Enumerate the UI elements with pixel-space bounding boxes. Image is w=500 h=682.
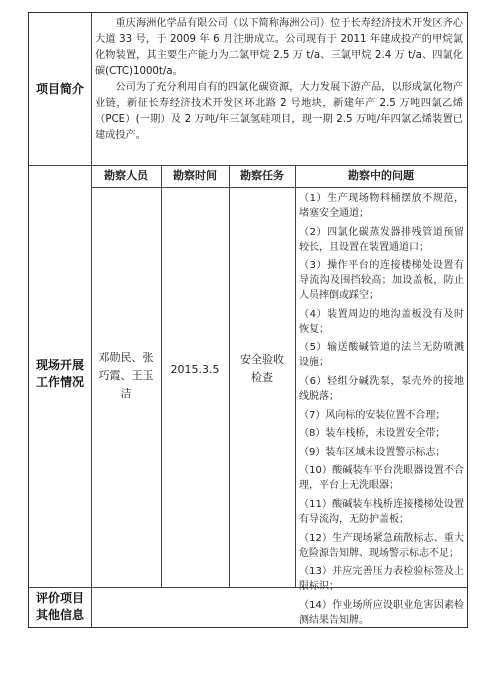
- issue-item: （11）酸碱装车栈桥连接楼梯处设置有导流沟，无防护盖板；: [299, 498, 464, 525]
- issues-list: [299, 191, 464, 631]
- eval-info-label-line1: 评价项目: [35, 591, 84, 605]
- eval-info-label-line2: 其他信息: [35, 608, 84, 622]
- column-divider-3: [295, 165, 296, 587]
- issue-item: （14）作业场所应设职业危害因素检测结果告知牌。: [299, 599, 464, 626]
- issue-item: （12）生产现场紧急疏散标志、重大危险源告知牌、现场警示标志不足；: [299, 532, 464, 559]
- issue-item: （7）风向标的安装位置不合理；: [299, 409, 446, 421]
- issue-item: （2）四氯化碳蒸发器排残管道预留较长，且设置在装置通道口；: [299, 226, 464, 253]
- field-work-label: [29, 357, 91, 391]
- issue-item: （3）操作平台的连接楼梯处设置有导流沟及围挡较高；加设盖板，防止人员摔倒或踩空；: [299, 260, 464, 302]
- intro-label: 项目简介: [35, 82, 84, 96]
- project-intro: [95, 16, 463, 144]
- issue-item: （10）酸碱装车平台洗眼器设置不合理，平台上无洗眼器；: [299, 465, 464, 492]
- column-divider-2: [229, 165, 230, 587]
- issue-item: （5）输送酸碱管道的法兰无防喷溅设施；: [299, 342, 464, 369]
- intro-paragraph-2: 公司为了充分利用自有的四氯化碳资源，大力发展下游产品，以形成氯化物产业链，新征长寿经济技术开发区环北路 2 号地块，新建年产 2.5 万吨四氯乙烯（PCE）(一期）及 2 万吨/年三氯氢硅项目，现一期 2.5 万吨/年四氯乙烯装置已建成投产。: [95, 82, 463, 141]
- issue-item: （9）装车区域未设置警示标志；: [299, 446, 446, 458]
- row-divider-header: [91, 187, 467, 188]
- eval-info-label: [29, 590, 91, 624]
- header-issues: 勘察中的问题: [348, 169, 414, 182]
- date-cell: 2015.3.5: [170, 363, 220, 376]
- report-table: [28, 12, 468, 628]
- field-work-label-line1: 现场开展: [35, 358, 84, 372]
- issue-item: （6）轻组分碱洗泵，泵壳外的接地线脱落；: [299, 375, 464, 402]
- header-personnel: 勘察人员: [104, 169, 148, 182]
- issue-item: （4）装置周边的地沟盖板没有及时恢复；: [299, 308, 464, 335]
- personnel-cell: 邓勋民、张巧霞、王玉洁: [98, 351, 154, 400]
- row-divider-intro: [29, 165, 467, 166]
- header-task: 勘察任务: [240, 169, 284, 182]
- task-cell: 安全验收检查: [240, 353, 284, 384]
- field-work-label-line2: 工作情况: [35, 375, 84, 389]
- issue-item: （13）并应完善压力表检验标签及上限标识；: [299, 566, 464, 593]
- label-column-divider: [91, 13, 92, 627]
- intro-paragraph-1: 重庆海洲化学品有限公司（以下简称海洲公司）位于长寿经济技术开发区齐心大道 33 号，于 2009 年 6 月注册成立。公司现有于 2011 年建成投产的甲烷氯化物装置，其主要生产能力为二氯甲烷 2.5 万 t/a、三氯甲烷 2.4 万 t/a、四氯化碳(CTC)1000t/a。: [95, 18, 463, 77]
- issue-item: （8）装车栈桥，未设置安全带；: [299, 428, 446, 440]
- header-date: 勘察时间: [173, 169, 217, 182]
- issue-item: （1）生产现场物料桶摆放不规范，堵塞安全通道；: [299, 193, 464, 219]
